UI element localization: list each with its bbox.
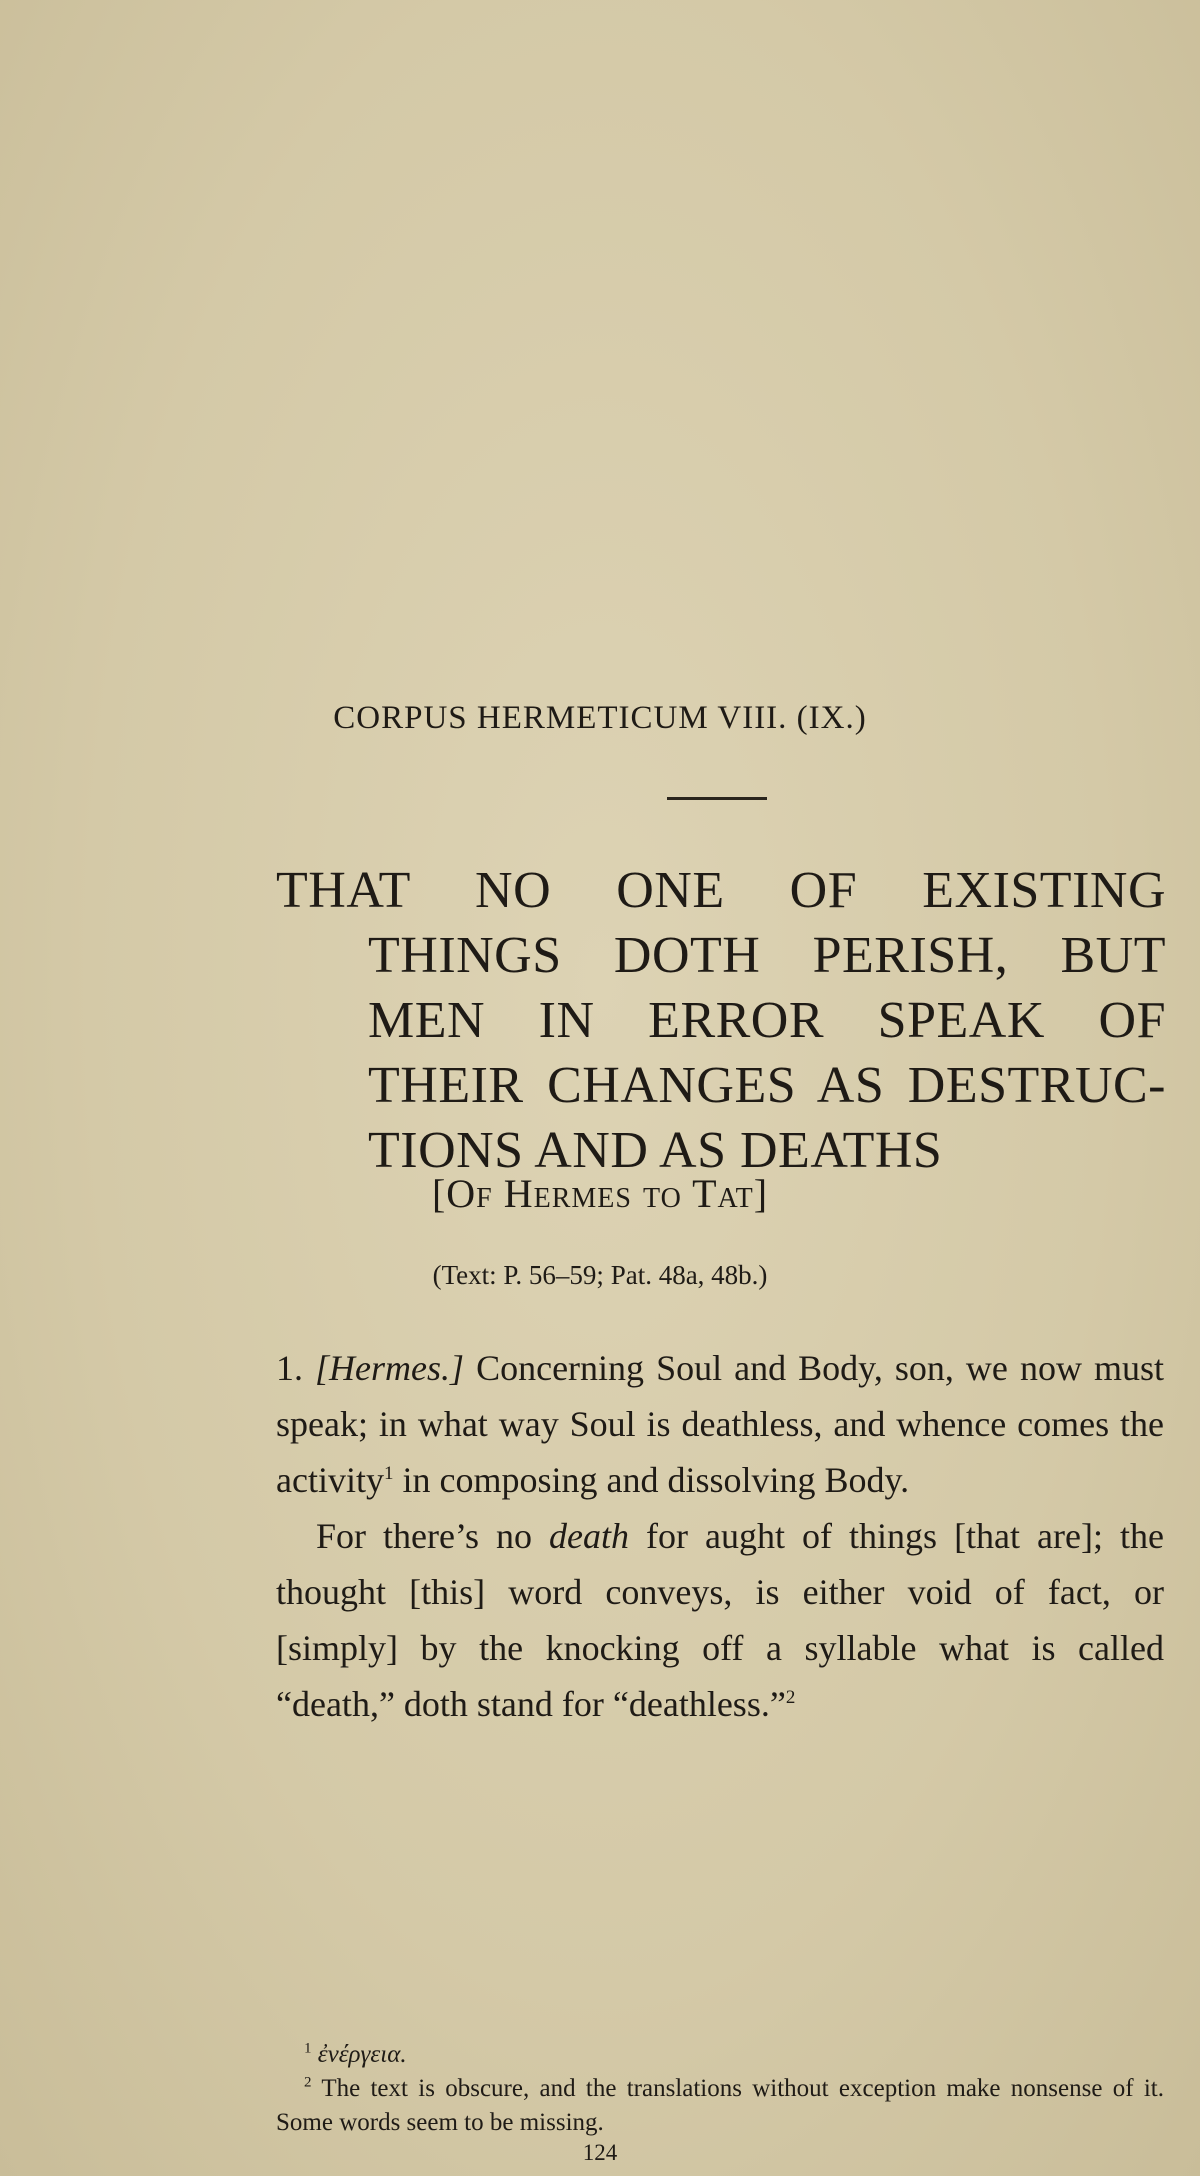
footnote-ref: 2 — [785, 1687, 796, 1708]
paragraph-text: Concerning Soul and Body, son, we now must speak; in what way Soul is deathless, and whence comes the activity — [276, 1348, 1164, 1500]
speaker-label: [Hermes.] — [315, 1348, 465, 1388]
paragraph-text: For there’s no — [316, 1516, 550, 1556]
footnote-text: The text is obscure, and the translations without exception make nonsense of it. Some words seem to be missing. — [276, 2075, 1164, 2136]
paragraph-text: in composing and dissolving Body. — [393, 1460, 910, 1500]
attribution: [Of Hermes to Tat] — [431, 1171, 769, 1216]
emphasis: death — [549, 1516, 630, 1556]
chapter-title-line: THAT NO ONE OF EXISTING — [276, 862, 1166, 919]
paragraph-2 — [276, 1508, 1164, 1732]
footnote — [276, 2038, 1164, 2072]
chapter-title — [276, 858, 1166, 1183]
footnote-mark: 2 — [304, 2074, 312, 2091]
source-reference: (Text: P. 56–59; Pat. 48a, 48b.) — [432, 1260, 768, 1290]
divider-rule — [667, 797, 767, 800]
chapter-title-line: THEIR CHANGES AS DESTRUC- — [368, 1057, 1166, 1114]
paragraph-text: for aught of things [that are]; the thought [this] word conveys, is either void of fact, or [simply] by the knocking off a syllable what is called “death,” doth stand for “deathless.” — [276, 1516, 1164, 1724]
footnote-ref: 1 — [383, 1463, 394, 1484]
paragraph-number: 1. — [276, 1348, 303, 1388]
footnotes — [276, 2038, 1164, 2140]
page-number: 124 — [582, 2140, 618, 2165]
paragraph-1 — [276, 1340, 1164, 1508]
chapter-title-line: TIONS AND AS DEATHS — [368, 1122, 943, 1179]
chapter-title-line: THINGS DOTH PERISH, BUT — [368, 927, 1166, 984]
footnote-text: ἐνέργεια. — [311, 2041, 407, 2068]
footnote-mark: 1 — [304, 2040, 312, 2057]
footnote — [276, 2072, 1164, 2140]
chapter-title-line: MEN IN ERROR SPEAK OF — [368, 992, 1166, 1049]
running-title: CORPUS HERMETICUM VIII. (IX.) — [333, 700, 867, 736]
body-text — [276, 1340, 1164, 1732]
